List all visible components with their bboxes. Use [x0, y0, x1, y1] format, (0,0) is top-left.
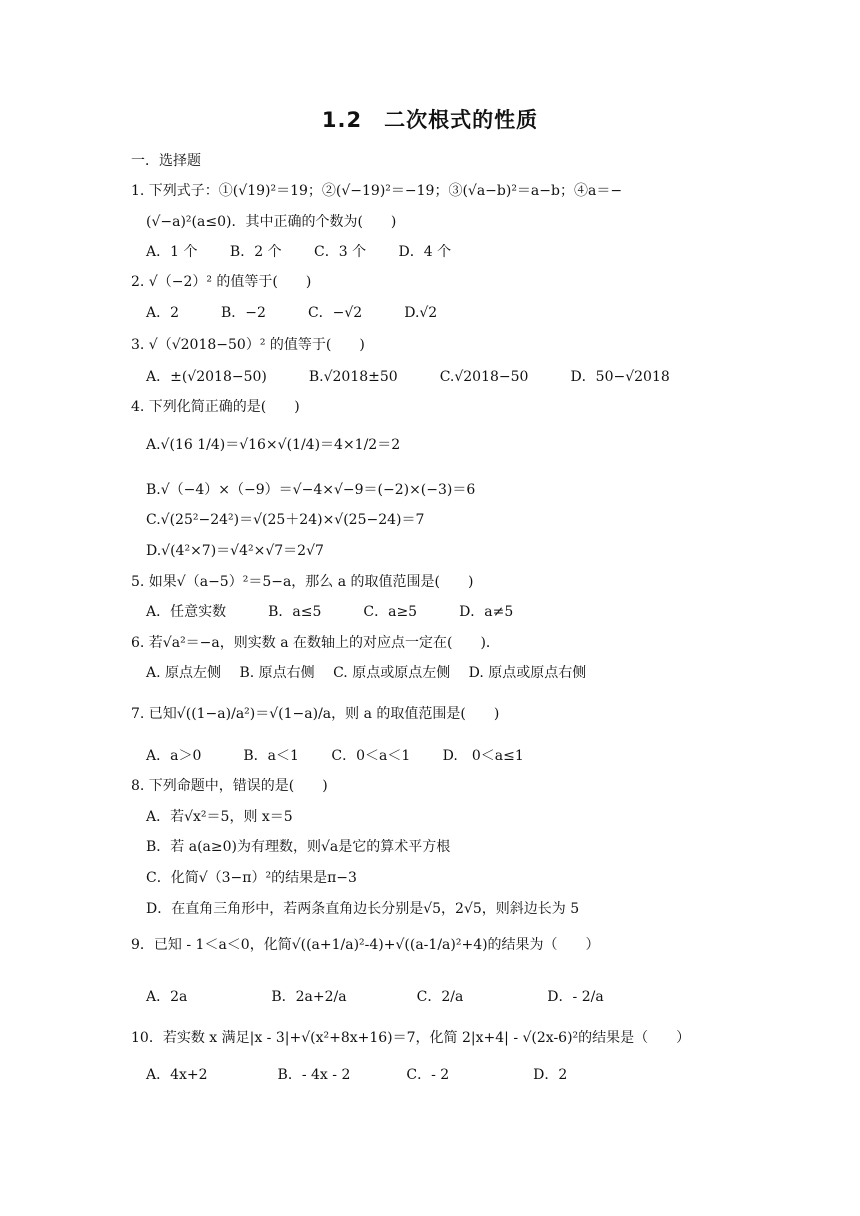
question-8-stem: 8. 下列命题中，错误的是( ): [131, 778, 328, 794]
question-1-stem-continued: (√−a)²(a≤0)．其中正确的个数为( ): [146, 214, 397, 230]
question-3-stem: 3. √（√2018−50）² 的值等于( ): [131, 337, 365, 353]
question-5-stem: 5. 如果√（a−5）²＝5−a，那么 a 的取值范围是( ): [131, 574, 474, 590]
question-8-option-a: A．若√x²＝5，则 x＝5: [146, 809, 293, 825]
question-9-options: A．2a B．2a+2/a C．2/a D．- 2/a: [146, 989, 604, 1005]
question-9-stem: 9．已知 - 1＜a＜0，化简√((a+1/a)²-4)+√((a-1/a)²+4)的结果为（ ）: [131, 937, 600, 953]
question-6-options: A. 原点左侧 B. 原点右侧 C. 原点或原点左侧 D. 原点或原点右侧: [146, 665, 587, 681]
question-10-options: A．4x+2 B．- 4x - 2 C．- 2 D．2: [146, 1067, 568, 1083]
question-4-stem: 4. 下列化简正确的是( ): [131, 399, 300, 415]
question-2-options: A．2 B．−2 C．−√2 D.√2: [146, 305, 438, 321]
question-5-options: A．任意实数 B．a≤5 C．a≥5 D．a≠5: [146, 604, 514, 620]
question-1-stem: 1. 下列式子：①(√19)²＝19；②(√−19)²＝−19；③(√a−b)²＝a−b；④a＝−: [131, 183, 623, 199]
question-7-options: A．a＞0 B．a＜1 C．0＜a＜1 D. 0＜a≤1: [146, 748, 524, 764]
question-6-stem: 6. 若√a²＝−a，则实数 a 在数轴上的对应点一定在( )．: [131, 635, 500, 651]
question-4-option-b: B.√（−4）×（−9）＝√−4×√−9＝(−2)×(−3)＝6: [146, 482, 476, 498]
question-7-stem: 7. 已知√((1−a)/a²)＝√(1−a)/a，则 a 的取值范围是( ): [131, 706, 500, 722]
question-8-option-c: C．化简√（3−π）²的结果是π−3: [146, 870, 357, 886]
page-title: 1.2 二次根式的性质: [321, 108, 539, 132]
question-1-options: A．1 个 B．2 个 C．3 个 D．4 个: [146, 244, 452, 260]
question-2-stem: 2. √（−2）² 的值等于( ): [131, 274, 312, 290]
question-10-stem: 10．若实数 x 满足|x - 3|+√(x²+8x+16)＝7，化简 2|x+4| - √(2x-6)²的结果是（ ）: [131, 1030, 691, 1046]
section-heading: 一．选择题: [131, 153, 201, 169]
question-8-option-d: D．在直角三角形中，若两条直角边长分别是√5，2√5，则斜边长为 5: [146, 901, 580, 917]
question-3-options: A．±(√2018−50) B.√2018±50 C.√2018−50 D．50−√2018: [146, 369, 670, 385]
question-4-option-d: D.√(4²×7)＝√4²×√7＝2√7: [146, 543, 324, 559]
question-4-option-a: A.√(16 1/4)＝√16×√(1/4)＝4×1/2＝2: [146, 437, 401, 453]
question-8-option-b: B．若 a(a≥0)为有理数，则√a是它的算术平方根: [146, 839, 451, 855]
question-4-option-c: C.√(25²−24²)＝√(25＋24)×√(25−24)＝7: [146, 512, 425, 528]
